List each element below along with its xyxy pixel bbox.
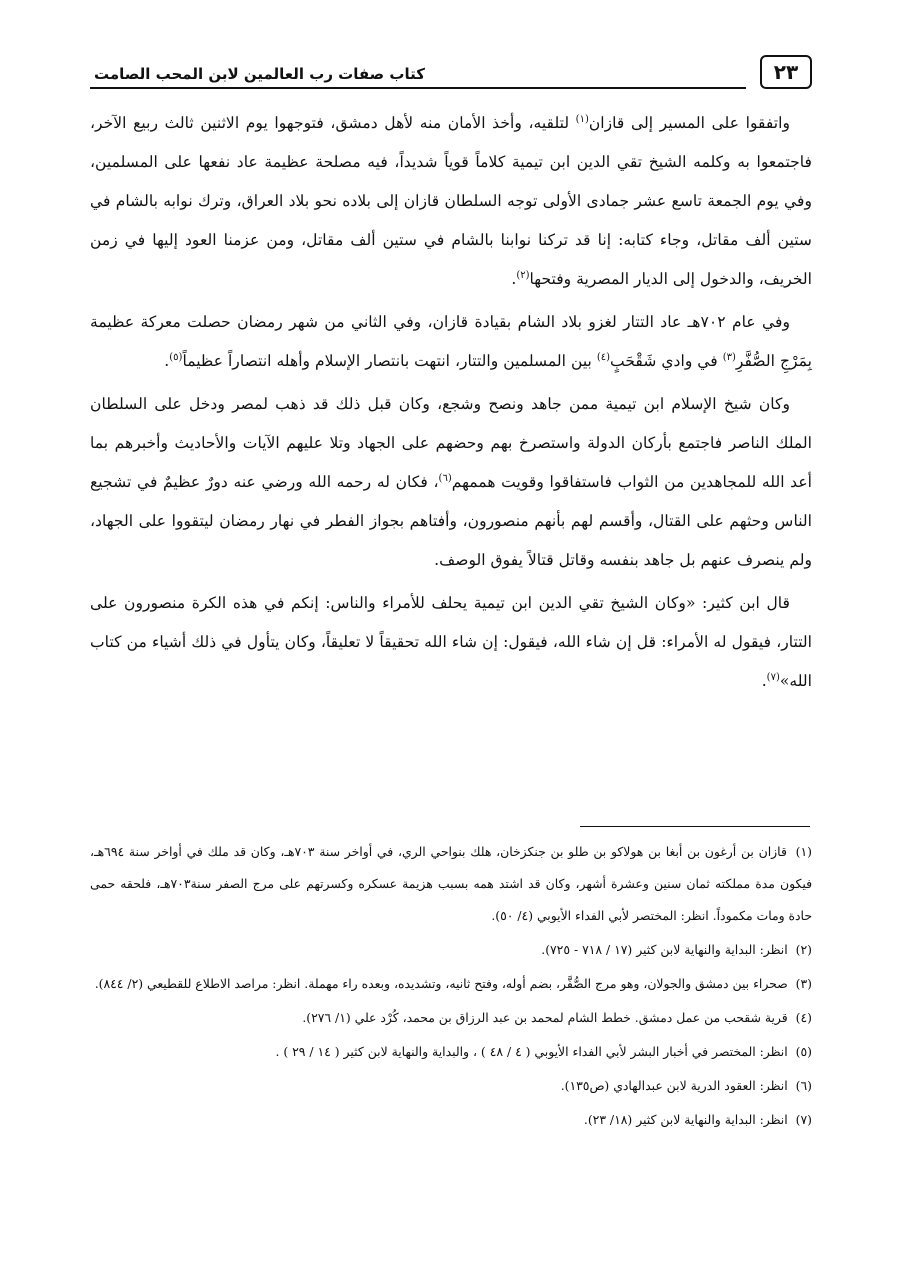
footnote-marker: (٣): [722, 351, 736, 363]
paragraph-text: في وادي شَقْحَبٍ: [610, 352, 723, 370]
footnote-text: انظر: البداية والنهاية لابن كثير (١٧ / ٧١٨ - ٧٢٥).: [541, 942, 788, 957]
footnote-marker: (٦): [438, 472, 452, 484]
footnote-number: (٦): [795, 1078, 812, 1093]
footnote-marker: (٧): [766, 671, 780, 683]
page-header: [90, 55, 812, 95]
paragraph-text: ، فكان له رحمه الله ورضي عنه دورٌ عظيمٌ في تشجيع الناس وحثهم على القتال، وأقسم لهم بأنهم منصورون، وأفتاهم بجواز الفطر في نهار رمضان ليتقووا على الجهاد، ولم ينصرف عنهم بل جاهد بنفسه وقاتل قتالاً يفوق الوصف.: [90, 473, 812, 569]
paragraph: [90, 385, 812, 580]
paragraph-text: .: [511, 270, 517, 288]
footnote-divider: [580, 826, 810, 827]
footnote-number: (٢): [795, 942, 812, 957]
footnote-number: (٤): [795, 1010, 812, 1025]
paragraph-text: واتفقوا على المسير إلى قازان: [588, 114, 790, 132]
footnote-text: انظر: العقود الدرية لابن عبدالهادي (ص١٣٥).: [560, 1078, 788, 1093]
paragraph-text: .: [761, 672, 767, 690]
footnote-text: انظر: البداية والنهاية لابن كثير (١٨/ ٢٣).: [583, 1112, 788, 1127]
paragraph-text: وفي عام ٧٠٢هـ عاد التتار لغزو بلاد الشام بقيادة قازان، وفي الثاني من شهر رمضان حصلت معركة عظيمة بِمَرْجِ الصُّفَّرِ: [90, 313, 812, 370]
footnote-text: صحراء بين دمشق والجولان، وهو مرج الصُّفَّر، بضم أوله، وفتح ثانيه، وتشديده، وبعده راء مهملة. انظر: مراصد الاطلاع للقطيعي (٢/ ٨٤٤).: [94, 976, 788, 991]
paragraph-text: وكان شيخ الإسلام ابن تيمية ممن جاهد ونصح وشجع، وكان قبل ذلك قد ذهب لمصر ودخل على السلطان الملك الناصر فاجتمع بأركان الدولة واستصرخ بهم وحضهم على الجهاد وتلا عليهم الآيات والأحاديث وأخبرهم بما أعد الله للمجاهدين من الثواب فاستفاقوا وقويت هممهم: [90, 395, 812, 491]
footnote-marker: (٥): [169, 351, 183, 363]
footnote: [90, 1070, 812, 1102]
footnote-text: قرية شقحب من عمل دمشق. خطط الشام لمحمد بن عبد الرزاق بن محمد، كُرْد علي (١/ ٢٧٦).: [302, 1010, 788, 1025]
footnote-marker: (٢): [516, 269, 530, 281]
main-text: [90, 104, 812, 705]
footnote-text: قازان بن أرغون بن أبغا بن هولاكو بن طلو بن جنكزخان، هلك بنواحي الري، في أواخر سنة ٧٠٣هـ، وكان قد ملك في أواخر سنة ٦٩٤هـ، فيكون مدة مملكته ثمان سنين وعشرة أشهر، وكان قد اشتد همه بسبب هزيمة عسكره وكسرتهم على مرج الصفر سنة٧٠٣هـ، فلحقه حمى حادة ومات مكموداً. انظر: المختصر لأبي الفداء الأيوبي (٤/ ٥٠).: [90, 844, 812, 923]
footnote-number: (٧): [795, 1112, 812, 1127]
paragraph-text: قال ابن كثير: «وكان الشيخ تقي الدين ابن تيمية يحلف للأمراء والناس: إنكم في هذه الكرة منصورون على التتار، فيقول له الأمراء: قل إن شاء الله، فيقول: إن شاء الله تحقيقاً لا تعليقاً، وكان يتأول في ذلك أشياء من كتاب الله»: [90, 594, 812, 690]
footnote: [90, 1002, 812, 1034]
footnote-text: انظر: المختصر في أخبار البشر لأبي الفداء الأيوبي ( ٤ / ٤٨ ) ، والبداية والنهاية لابن كثير ( ١٤ / ٢٩ ) .: [275, 1044, 788, 1059]
footnotes: [90, 836, 812, 1138]
paragraph: [90, 303, 812, 381]
book-title: كتاب صفات رب العالمين لابن المحب الصامت: [90, 59, 746, 89]
footnote: [90, 968, 812, 1000]
footnote-number: (١): [795, 844, 812, 859]
footnote-number: (٣): [795, 976, 812, 991]
page-number: ٢٣: [760, 55, 812, 89]
footnote-number: (٥): [795, 1044, 812, 1059]
paragraph-text: لتلقيه، وأخذ الأمان منه لأهل دمشق، فتوجهوا يوم الاثنين ثالث ربيع الآخر، فاجتمعوا به وكلمه الشيخ تقي الدين ابن تيمية كلاماً قوياً شديداً، فيه مصلحة عظيمة عاد نفعها على المسلمين، وفي يوم الجمعة تاسع عشر جمادى الأولى توجه السلطان قازان إلى بلاده نحو بلاد العراق، وترك نوابه بالشام في ستين ألف مقاتل، وجاء كتابه: إنا قد تركنا نوابنا بالشام في ستين ألف مقاتل، ومن عزمنا العود إليها في زمن الخريف، والدخول إلى الديار المصرية وفتحها: [90, 114, 812, 288]
footnote: [90, 1104, 812, 1136]
paragraph: [90, 104, 812, 299]
footnote-marker: (١): [575, 113, 589, 125]
footnote-marker: (٤): [596, 351, 611, 363]
paragraph-text: .: [164, 352, 170, 370]
footnote: [90, 1036, 812, 1068]
paragraph-text: بين المسلمين والتتار، انتهت بانتصار الإسلام وأهله انتصاراً عظيماً: [182, 352, 597, 370]
paragraph: [90, 584, 812, 701]
footnote: [90, 836, 812, 932]
footnote: [90, 934, 812, 966]
